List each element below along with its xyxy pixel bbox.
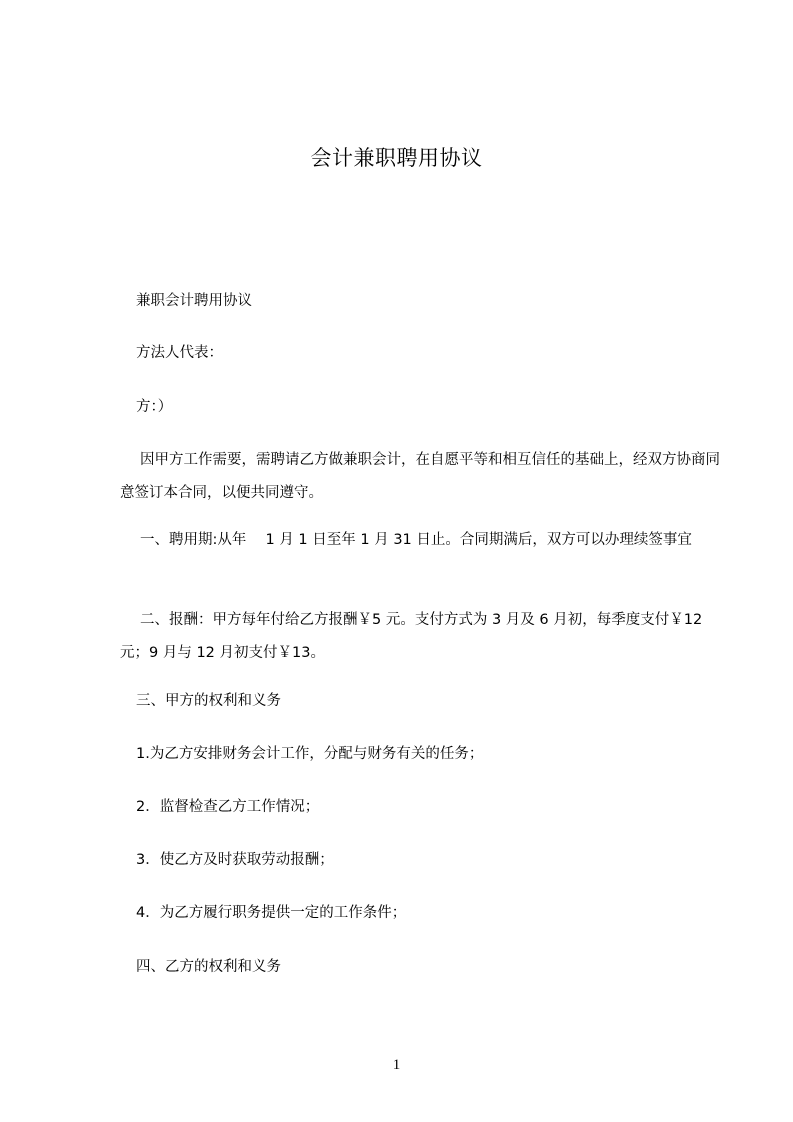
list-item-2: 2．监督检查乙方工作情况； [136,799,320,815]
paragraph-preamble: 因甲方工作需要，需聘请乙方做兼职会计，在自愿平等和相互信任的基础上，经双方协商同意签订本合同，以便共同遵守。 [120,452,720,501]
paragraph-legal-representative: 方法人代表： [136,345,223,361]
list-item-4: 4．为乙方履行职务提供一定的工作条件； [136,905,407,921]
paragraph-party: 方：） [136,399,173,415]
section-heading-party-b: 四、乙方的权利和义务 [136,959,281,975]
section-heading-party-a: 三、甲方的权利和义务 [136,693,281,709]
document-title: 会计兼职聘用协议 [310,146,483,170]
list-item-1: 1.为乙方安排财务会计工作，分配与财务有关的任务； [136,746,484,762]
paragraph-term: 一、聘用期:从年 1 月 1 日至年 1 月 31 日止。合同期满后，双方可以办理续签事宜 [140,532,692,548]
paragraph-subtitle: 兼职会计聘用协议 [136,293,252,309]
page-number: 1 [392,1057,401,1073]
list-item-3: 3．使乙方及时获取劳动报酬； [136,852,334,868]
paragraph-remuneration: 二、报酬：甲方每年付给乙方报酬￥5 元。支付方式为 3 月及 6 月初，每季度支付￥12 元；9 月与 12 月初支付￥13。 [120,612,703,661]
